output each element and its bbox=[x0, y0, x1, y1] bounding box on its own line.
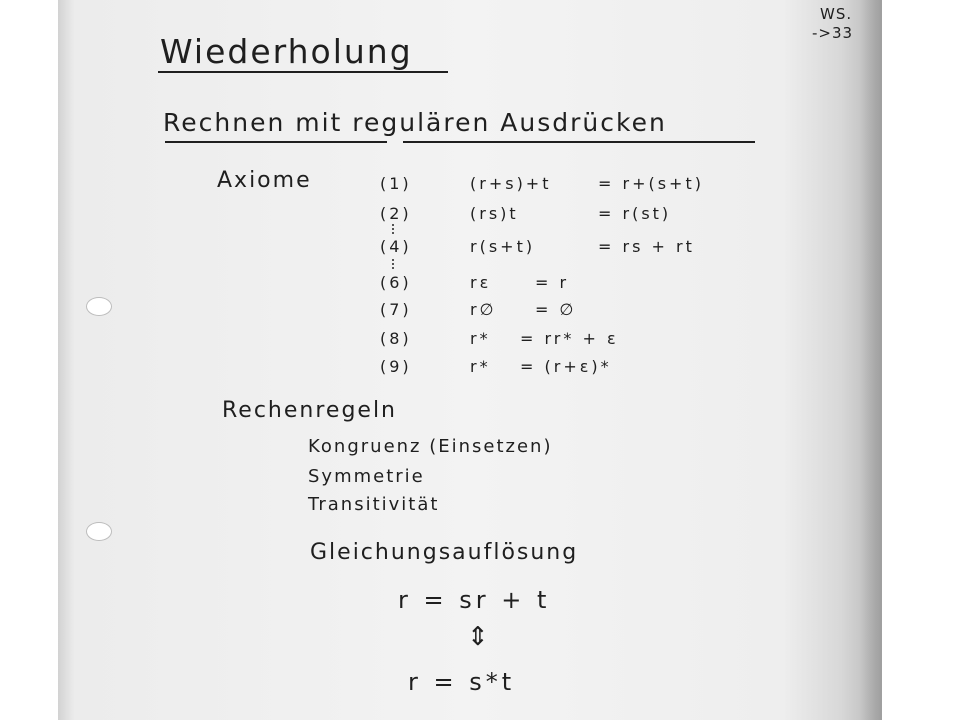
axiom-num: (4) bbox=[380, 237, 412, 256]
axiom-rhs: = r+(s+t) bbox=[598, 174, 704, 193]
axiom-lhs: rε bbox=[470, 273, 492, 292]
title-underline bbox=[158, 71, 448, 73]
ellipsis-marker bbox=[392, 224, 394, 234]
axiom-num: (7) bbox=[380, 300, 412, 319]
axiom-num: (6) bbox=[380, 273, 412, 292]
axiom-rhs: = (r+ε)* bbox=[520, 357, 612, 376]
section-subtitle: Rechnen mit regulären Ausdrücken bbox=[163, 108, 667, 137]
axiom-rhs: = r bbox=[535, 273, 570, 292]
subtitle-underline-1 bbox=[165, 141, 387, 143]
rule-item: Kongruenz (Einsetzen) bbox=[308, 436, 553, 457]
rule-item: Symmetrie bbox=[308, 466, 425, 487]
axiom-rhs: = rr* + ε bbox=[520, 329, 619, 348]
axiom-lhs: (r+s)+t bbox=[470, 174, 552, 193]
punch-hole-bottom bbox=[86, 522, 112, 541]
page-title: Wiederholung bbox=[160, 32, 413, 71]
axiom-num: (9) bbox=[380, 357, 412, 376]
axiom-num: (1) bbox=[380, 174, 412, 193]
rules-heading: Rechenregeln bbox=[222, 398, 398, 423]
axiom-lhs: r* bbox=[470, 357, 491, 376]
axiom-rhs: = rs + rt bbox=[598, 237, 695, 256]
axiom-lhs: r∅ bbox=[470, 300, 497, 319]
axiom-lhs: r* bbox=[470, 329, 491, 348]
axiom-rhs: = r(st) bbox=[598, 204, 672, 223]
axiom-num: (8) bbox=[380, 329, 412, 348]
solving-heading: Gleichungsauflösung bbox=[310, 540, 579, 565]
equivalence-arrow-icon: ⇕ bbox=[467, 622, 489, 652]
axiom-rhs: = ∅ bbox=[535, 300, 577, 319]
rule-item: Transitivität bbox=[308, 494, 440, 515]
page-mark-line1: WS. bbox=[820, 5, 853, 23]
axiom-lhs: r(s+t) bbox=[470, 237, 536, 256]
axiom-lhs: (rs)t bbox=[470, 204, 519, 223]
axiom-num: (2) bbox=[380, 204, 412, 223]
equation-solution: r = s*t bbox=[408, 668, 516, 696]
page-mark-line2: ->33 bbox=[812, 24, 854, 42]
ellipsis-marker bbox=[392, 259, 394, 269]
axioms-heading: Axiome bbox=[217, 168, 312, 193]
equation-input: r = sr + t bbox=[398, 586, 551, 614]
punch-hole-top bbox=[86, 297, 112, 316]
subtitle-underline-2 bbox=[403, 141, 755, 143]
